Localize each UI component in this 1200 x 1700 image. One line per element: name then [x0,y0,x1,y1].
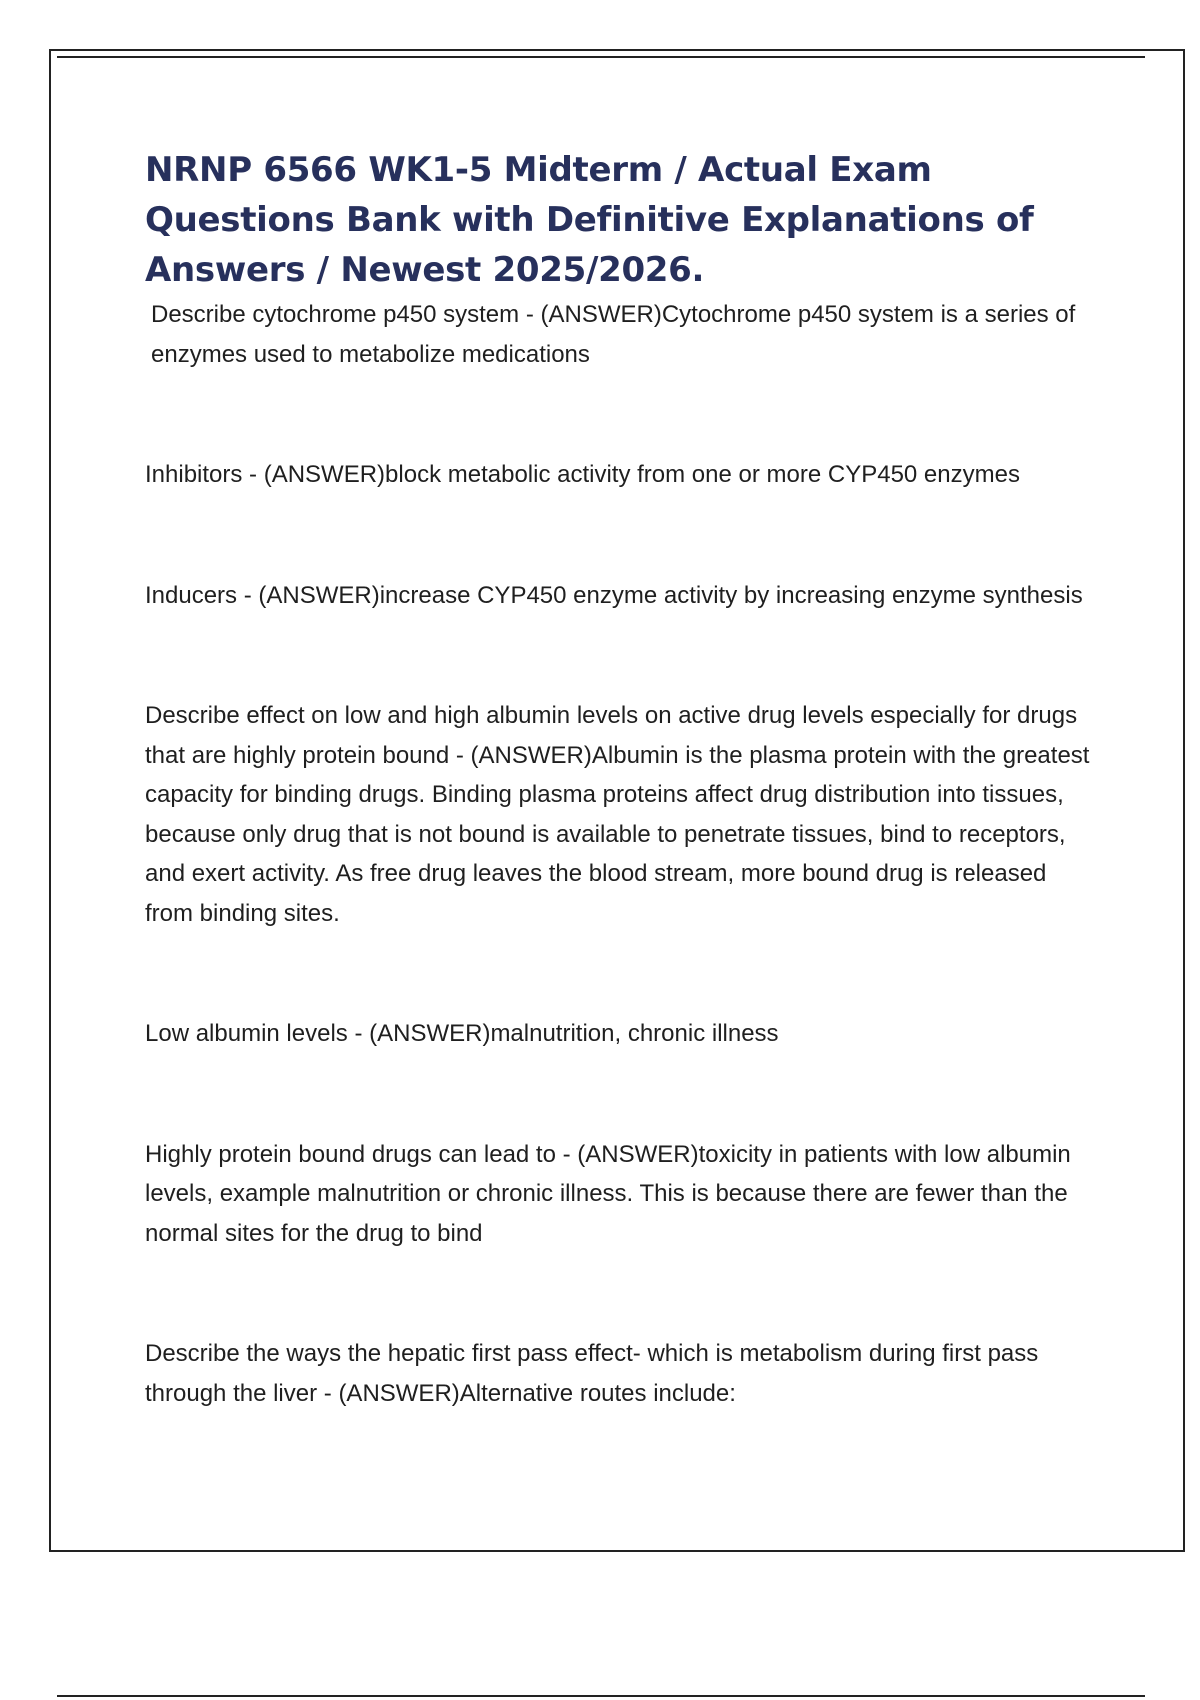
answer-text: Alternative routes include: [459,1379,736,1407]
question-text: Inducers [145,581,238,609]
question-text: Highly protein bound drugs can lead to [145,1140,556,1168]
answer-text: Albumin is the plasma protein with the greatest capacity for binding drugs. Binding plasma proteins affect drug distribution into tissues, because only drug that is not bound is available to penetrate tissues, bind to receptors, and exert activity. As free drug leaves the blood stream, more bound drug is released from binding sites. [145,741,1097,927]
question-text: Inhibitors [145,461,243,488]
answer-marker: (ANSWER) [263,461,386,488]
qa-item: Low albumin levels - (ANSWER)malnutrition, chronic illness [145,1020,779,1047]
answer-marker: (ANSWER) [577,1140,699,1168]
answer-marker: (ANSWER) [338,1379,460,1407]
question-text: Describe cytochrome p450 system [151,301,520,328]
qa-item: Inhibitors - (ANSWER)block metabolic activity from one or more CYP450 enzymes [145,461,1020,488]
document-content [145,145,1095,1413]
qa-item: Highly protein bound drugs can lead to - (ANSWER)toxicity in patients with low albumin levels, example malnutrition or chronic illness. This is because there are fewer than the normal sites for the drug to bind [145,1140,1078,1247]
answer-text: toxicity in patients with low albumin levels, example malnutrition or chronic illness. This is because there are fewer than the normal sites for the drug to bind [145,1140,1078,1247]
bottom-rule [57,1695,1145,1697]
document-title: NRNP 6566 WK1-5 Midterm / Actual Exam Questions Bank with Definitive Explanations of Answers / Newest 2025/2026. [145,150,1034,290]
answer-text: malnutrition, chronic illness [490,1020,779,1047]
answer-marker: (ANSWER) [470,741,592,769]
answer-text: block metabolic activity from one or more CYP450 enzymes [385,461,1020,488]
answer-marker: (ANSWER) [258,581,380,609]
question-text: Describe effect on low and high albumin levels on active drug levels especially for drugs that are highly protein bound [145,702,1084,769]
qa-item: Inducers - (ANSWER)increase CYP450 enzyme activity by increasing enzyme synthesis [145,581,1083,609]
answer-text: Cytochrome p450 system is a series of enzymes used to metabolize medications [151,301,1082,368]
qa-item: Describe the ways the hepatic first pass effect- which is metabolism during first pass through the liver - (ANSWER)Alternative routes include: [145,1340,1045,1407]
qa-item: Describe effect on low and high albumin levels on active drug levels especially for drugs that are highly protein bound - (ANSWER)Albumin is the plasma protein with the greatest capacity for binding drugs. Binding plasma proteins affect drug distribution into tissues, because only drug that is not bound is available to penetrate tissues, bind to receptors, and exert activity. As free drug leaves the blood stream, more bound drug is released from binding sites. [145,702,1097,927]
answer-marker: (ANSWER) [369,1020,491,1047]
answer-text: increase CYP450 enzyme activity by increasing enzyme synthesis [379,581,1083,609]
qa-item: Describe cytochrome p450 system - (ANSWER)Cytochrome p450 system is a series of enzymes used to metabolize medications [151,301,1082,368]
question-text: Low albumin levels [145,1020,348,1047]
answer-marker: (ANSWER) [540,301,662,328]
question-text: Describe the ways the hepatic first pass effect- which is metabolism during first pass through the liver [145,1340,1045,1407]
